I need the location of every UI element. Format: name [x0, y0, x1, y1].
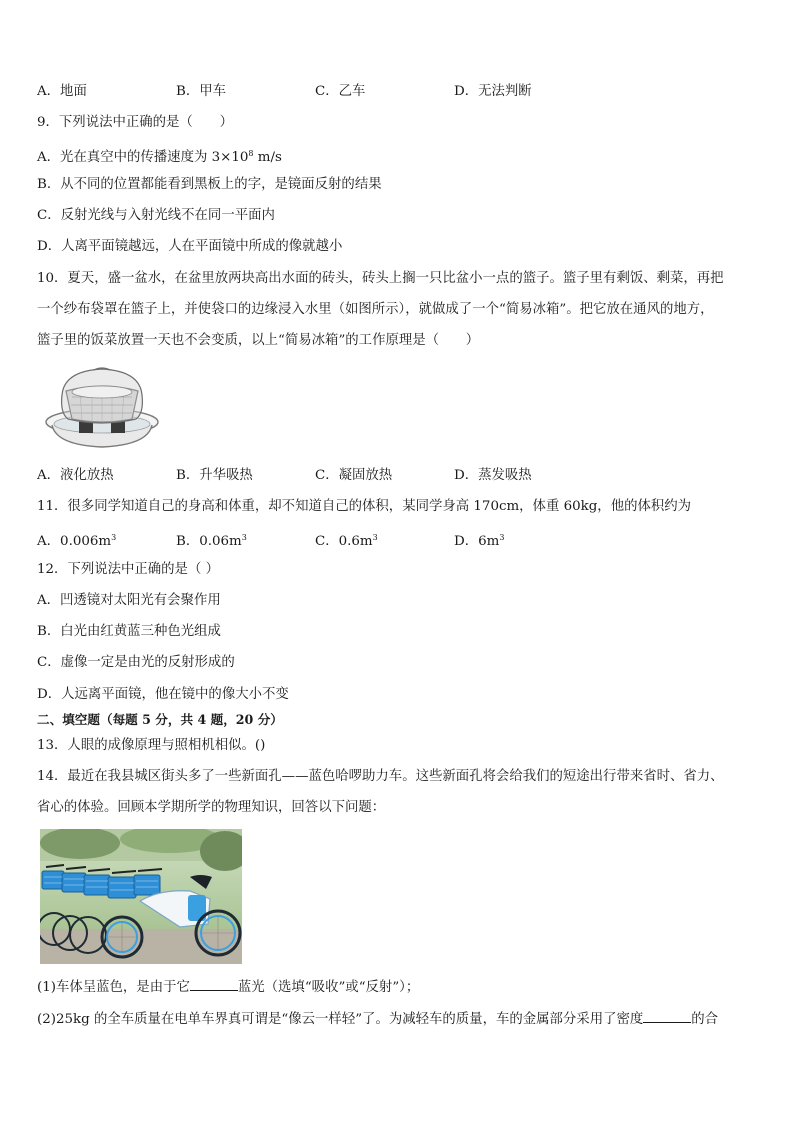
- q12-option-b: B．白光由红黄蓝三种色光组成: [37, 624, 221, 639]
- q14-part1-blank[interactable]: [190, 978, 238, 991]
- q11-c-exponent: 3: [372, 533, 378, 542]
- q11-a-exponent: 3: [111, 533, 117, 542]
- q9-option-b: B．从不同的位置都能看到黑板上的字，是镜面反射的结果: [37, 177, 382, 192]
- q14-part2-tail: 的合: [691, 1012, 719, 1027]
- q9-a-exponent: 8: [248, 149, 254, 158]
- q14-part2-blank[interactable]: [643, 1010, 691, 1023]
- q11-b-exponent: 3: [241, 533, 247, 542]
- q14-stem-line1: 14．最近在我县城区街头多了一些新面孔——蓝色哈啰助力车。这些新面孔将会给我们的短途出行带来省时、省力、: [37, 769, 724, 784]
- q10-option-d: D．蒸发吸热: [454, 468, 532, 483]
- section-heading-fill-in: 二、填空题（每题 5 分，共 4 题，20 分）: [37, 712, 283, 727]
- q14-part1-tail: 蓝光（选填“吸收”或“反射”）；: [237, 980, 420, 995]
- q9-option-d: D．人离平面镜越远，人在平面镜中所成的像就越小: [37, 239, 343, 254]
- q8-option-c: C．乙车: [315, 84, 366, 99]
- q11-option-c: [315, 529, 378, 551]
- q11-option-d: [454, 529, 504, 551]
- q8-option-a: A．地面: [37, 84, 87, 99]
- q12-option-c: C．虚像一定是由光的反射形成的: [37, 655, 235, 670]
- q11-option-a: [37, 529, 116, 551]
- q10-option-c: C．凝固放热: [315, 468, 393, 483]
- bike-share-photo: [40, 829, 242, 964]
- q12-stem: 12．下列说法中正确的是（ ）: [37, 562, 219, 577]
- q10-option-a: A．液化放热: [37, 468, 114, 483]
- q11-c-text: C．0.6m: [315, 534, 373, 549]
- q10-option-b: B．升华吸热: [176, 468, 253, 483]
- q12-option-d: D．人远离平面镜，他在镜中的像大小不变: [37, 687, 289, 702]
- q9-stem: 9．下列说法中正确的是（ ）: [37, 115, 233, 130]
- q13-stem: 13．人眼的成像原理与照相机相似。(): [37, 738, 266, 753]
- q11-d-exponent: 3: [499, 533, 505, 542]
- q9-a-text: A．光在真空中的传播速度为 3×10: [37, 150, 249, 165]
- q11-b-text: B．0.06m: [176, 534, 242, 549]
- q9-option-c: C．反射光线与入射光线不在同一平面内: [37, 208, 275, 223]
- q11-a-text: A．0.006m: [37, 534, 112, 549]
- q10-stem-line3: 篮子里的饭菜放置一天也不会变质，以上“简易冰箱”的工作原理是（ ）: [37, 333, 480, 348]
- q8-option-b: B．甲车: [176, 84, 227, 99]
- q11-stem: 11．很多同学知道自己的身高和体重，却不知道自己的体积，某同学身高 170cm，体重 60kg，他的体积约为: [37, 499, 692, 514]
- q14-stem-line2: 省心的体验。回顾本学期所学的物理知识，回答以下问题：: [37, 800, 386, 815]
- q14-part2: [37, 1010, 718, 1029]
- q10-stem-line2: 一个纱布袋罩在篮子上，并使袋口的边缘浸入水里（如图所示），就做成了一个“简易冰箱”。把它放在通风的地方，: [37, 302, 714, 317]
- q8-option-d: D．无法判断: [454, 84, 532, 99]
- q14-part1-text: (1)车体呈蓝色，是由于它: [37, 980, 190, 995]
- q9-a-unit: m/s: [253, 150, 282, 165]
- simple-fridge-figure: [44, 367, 160, 453]
- q10-stem-line1: 10．夏天，盛一盆水，在盆里放两块高出水面的砖头，砖头上搁一只比盆小一点的篮子。篮子里有剩饭、剩菜，再把: [37, 271, 724, 286]
- q9-option-a: [37, 145, 282, 167]
- q14-part1: [37, 978, 419, 997]
- q14-part2-text: (2)25kg 的全车质量在电单车界真可谓是“像云一样轻”了。为减轻车的质量，车的金属部分采用了密度: [37, 1012, 644, 1027]
- q11-option-b: [176, 529, 247, 551]
- q12-option-a: A．凹透镜对太阳光有会聚作用: [37, 593, 221, 608]
- q11-d-text: D．6m: [454, 534, 500, 549]
